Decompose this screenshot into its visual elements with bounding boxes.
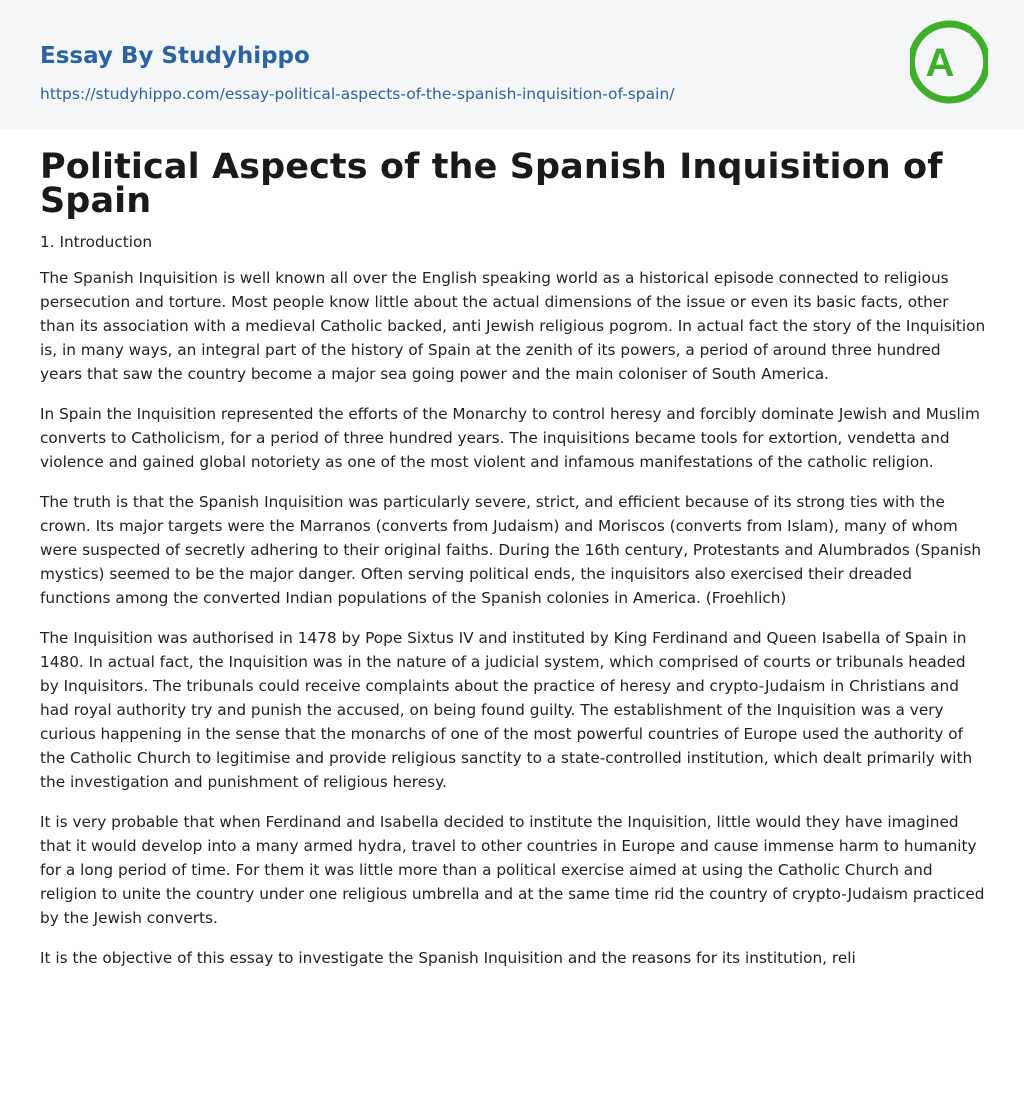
site-header	[0, 0, 1024, 129]
paragraph: It is very probable that when Ferdinand and Isabella decided to institute the Inquisition, little would they have imagined that it would develop into a many armed hydra, travel to other countries in Europe and cause immense harm to humanity for a long period of time. For them it was little more than a political exercise aimed at using the Catholic Church and religion to unite the country under one religious umbrella and at the same time rid the country of crypto-Judaism practiced by the Jewish converts.	[40, 813, 985, 927]
page-title: Political Aspects of the Spanish Inquisition of Spain	[40, 147, 943, 221]
paragraph: The truth is that the Spanish Inquisition was particularly severe, strict, and efficient because of its strong ties with the crown. Its major targets were the Marranos (converts from Judaism) and Moriscos (converts from Islam), many of whom were suspected of secretly adhering to their original faiths. During the 16th century, Protestants and Alumbrados (Spanish mystics) seemed to be the major danger. Often serving political ends, the inquisitors also exercised their dreaded functions among the converted Indian populations of the Spanish colonies in America. (Froehlich)	[40, 493, 982, 607]
paragraph: The Inquisition was authorised in 1478 by Pope Sixtus IV and instituted by King Ferdinand and Queen Isabella of Spain in 1480. In actual fact, the Inquisition was in the nature of a judicial system, which comprised of courts or tribunals headed by Inquisitors. The tribunals could receive complaints about the practice of heresy and crypto-Judaism in Christians and had royal authority try and punish the accused, on being found guilty. The establishment of the Inquisition was a very curious happening in the sense that the monarchs of one of the most powerful countries of Europe used the authority of the Catholic Church to legitimise and provide religious sanctity to a state-controlled institution, which dealt primarily with the investigation and punishment of religious heresy.	[40, 629, 973, 791]
paragraph: The Spanish Inquisition is well known all over the English speaking world as a historical episode connected to religious persecution and torture. Most people know little about the actual dimensions of the issue or even its basic facts, other than its association with a medieval Catholic backed, anti Jewish religious pogrom. In actual fact the story of the Inquisition is, in many ways, an integral part of the history of Spain at the zenith of its powers, a period of around three hundred years that saw the country become a major sea going power and the main coloniser of South America.	[40, 269, 986, 383]
section-heading: 1. Introduction	[40, 233, 153, 251]
studyhippo-logo-icon[interactable]	[910, 18, 988, 106]
logo-letter: A	[925, 41, 955, 85]
paragraph: It is the objective of this essay to investigate the Spanish Inquisition and the reasons for its institution, reli	[40, 949, 856, 967]
site-title[interactable]: Essay By Studyhippo	[40, 43, 310, 69]
paragraph: In Spain the Inquisition represented the efforts of the Monarchy to control heresy and forcibly dominate Jewish and Muslim converts to Catholicism, for a period of three hundred years. The inquisitions became tools for extortion, vendetta and violence and gained global notoriety as one of the most violent and infamous manifestations of the catholic religion.	[40, 405, 980, 471]
article	[40, 147, 986, 970]
source-url-link[interactable]: https://studyhippo.com/essay-political-aspects-of-the-spanish-inquisition-of-spain/	[40, 85, 675, 103]
